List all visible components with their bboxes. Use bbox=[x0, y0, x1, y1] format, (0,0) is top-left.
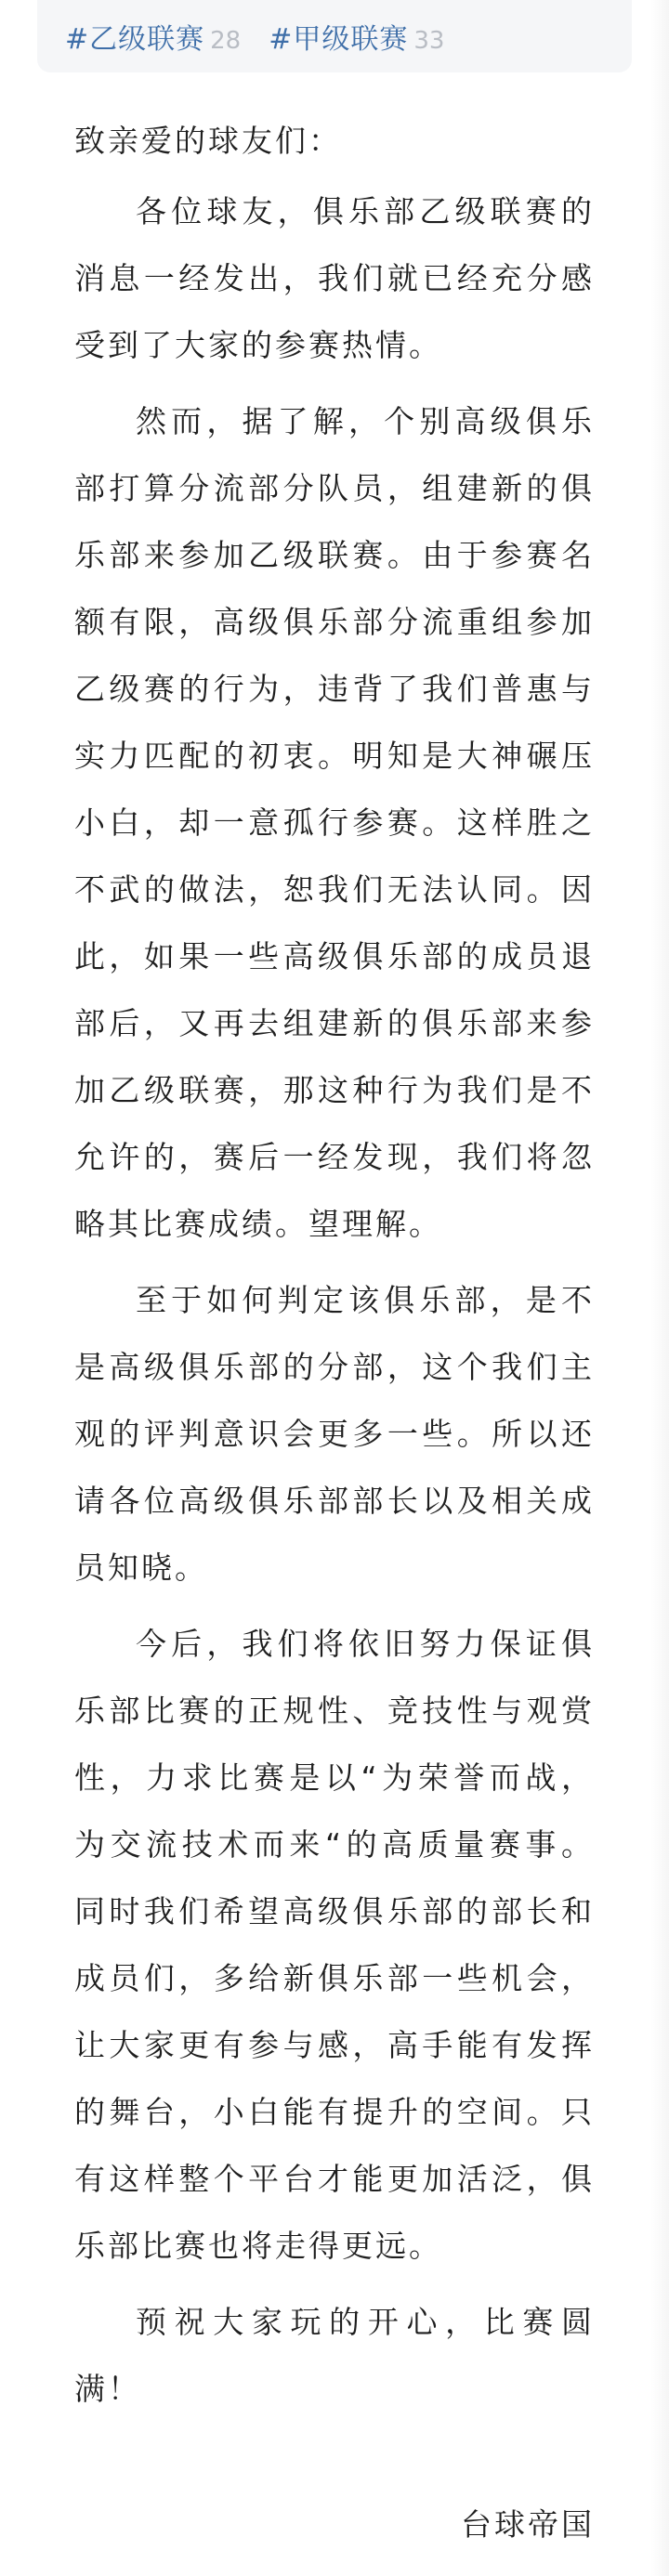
topic-tag-label: #乙级联赛 bbox=[65, 23, 205, 56]
letter-paragraph: 然而，据了解，个别高级俱乐部打算分流部分队员，组建新的俱乐部来参加乙级联赛。由于参赛名额有限，高级俱乐部分流重组参加乙级赛的行为，违背了我们普惠与实力匹配的初衷。明知是大神碾压小白，却一意孤行参赛。这样胜之不武的做法，恕我们无法认同。因此，如果一些高级俱乐部的成员退部后，又再去组建新的俱乐部来参加乙级联赛，那这种行为我们是不允许的，赛后一经发现，我们将忽略其比赛成绩。望理解。 bbox=[74, 403, 595, 1242]
letter-signature: 台球帝国 bbox=[461, 2506, 595, 2543]
letter-article bbox=[74, 115, 595, 2432]
letter-salutation: 致亲爱的球友们： bbox=[74, 123, 342, 159]
topic-tag-count: 28 bbox=[210, 27, 242, 55]
topic-tag-count: 33 bbox=[413, 27, 445, 55]
letter-paragraph: 至于如何判定该俱乐部，是不是高级俱乐部的分部，这个我们主观的评判意识会更多一些。所以还请各位高级俱乐部部长以及相关成员知晓。 bbox=[74, 1282, 595, 1586]
topic-tag-yiji-league[interactable] bbox=[65, 16, 241, 57]
letter-paragraph: 今后，我们将依旧努力保证俱乐部比赛的正规性、竞技性与观赏性，力求比赛是以“为荣誉而战，为交流技术而来“的高质量赛事。同时我们希望高级俱乐部的部长和成员们，多给新俱乐部一些机会，让大家更有参与感，高手能有发挥的舞台，小白能有提升的空间。只有这样整个平台才能更加活泛，俱乐部比赛也将走得更远。 bbox=[74, 1626, 595, 2264]
topic-tag-jiaji-league[interactable] bbox=[269, 16, 444, 57]
page-edge-shadow bbox=[650, 0, 669, 2576]
letter-paragraph: 各位球友，俱乐部乙级联赛的消息一经发出，我们就已经充分感受到了大家的参赛热情。 bbox=[74, 193, 595, 363]
letter-paragraph: 预祝大家玩的开心，比赛圆满！ bbox=[74, 2304, 595, 2407]
topic-tag-bar bbox=[37, 0, 632, 72]
topic-tag-label: #甲级联赛 bbox=[269, 23, 409, 56]
